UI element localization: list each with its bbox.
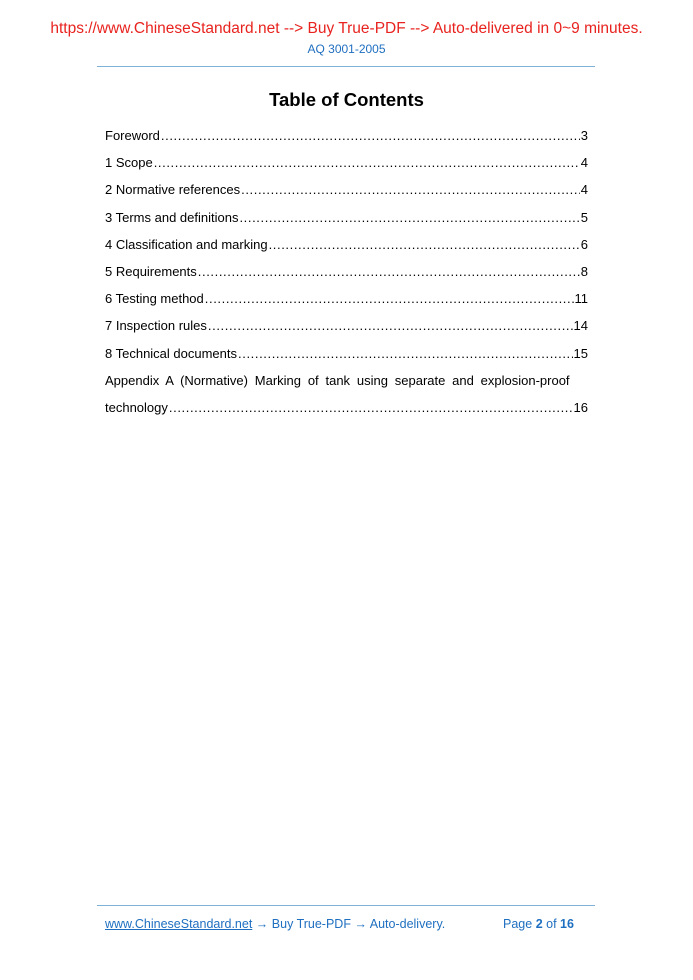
dot-leader [169, 394, 573, 421]
dot-leader [239, 204, 579, 231]
toc-entry-appendix-a-line1[interactable]: Appendix A (Normative) Marking of tank using separate and explosion-proof [105, 372, 570, 388]
footer-divider [97, 905, 595, 906]
toc-entry-normative-references[interactable] [105, 176, 588, 203]
toc-entry-technical-documents[interactable] [105, 340, 588, 367]
footer-promo [105, 917, 445, 931]
toc-entry-foreword[interactable] [105, 122, 588, 149]
toc-entry-page: 14 [573, 318, 588, 334]
toc-entry-appendix-a[interactable] [105, 394, 588, 421]
footer-site-link[interactable]: www.ChineseStandard.net [105, 917, 253, 931]
toc-entry-page: 3 [580, 128, 588, 143]
toc-entry-label: 4 Classification and marking [105, 236, 268, 252]
of-label: of [546, 917, 557, 931]
toc-entry-label: 5 Requirements [105, 263, 197, 279]
arrow-right-icon: → [255, 917, 269, 931]
page-indicator [503, 917, 574, 931]
dot-leader [208, 312, 573, 339]
footer-delivery-text: Auto-delivery. [369, 917, 446, 931]
arrow-right-icon: → [354, 917, 367, 931]
toc-entry-page: 5 [580, 209, 588, 225]
header-divider [97, 66, 595, 67]
toc-entry-page: 4 [580, 155, 588, 171]
toc-entry-page: 16 [573, 399, 588, 415]
toc-entry-page: 4 [580, 182, 588, 198]
toc-entry-terms-and-definitions[interactable] [105, 204, 588, 231]
toc-entry-page: 6 [580, 236, 588, 252]
current-page-number: 2 [535, 917, 543, 931]
toc-entry-label: 7 Inspection rules [105, 318, 207, 334]
toc-entry-label: 8 Technical documents [105, 345, 238, 361]
toc-entry-label: technology [105, 399, 168, 415]
dot-leader [198, 258, 580, 285]
toc-entry-requirements[interactable] [105, 258, 588, 285]
toc-entry-scope[interactable] [105, 149, 588, 176]
toc-entry-inspection-rules[interactable] [105, 312, 588, 339]
table-of-contents [105, 122, 588, 421]
toc-entry-label: 3 Terms and definitions [105, 209, 239, 225]
total-page-number: 16 [560, 917, 574, 931]
dot-leader [161, 122, 580, 149]
toc-entry-classification-and-marking[interactable] [105, 231, 588, 258]
dot-leader [241, 176, 580, 203]
toc-entry-testing-method[interactable] [105, 285, 588, 312]
dot-leader [154, 149, 580, 176]
toc-entry-label: 1 Scope [105, 155, 153, 171]
toc-title: Table of Contents [269, 89, 424, 110]
toc-entry-page: 8 [580, 263, 588, 279]
document-code: AQ 3001-2005 [307, 42, 386, 56]
toc-entry-label: 2 Normative references [105, 182, 241, 198]
toc-entry-page: 15 [573, 345, 588, 361]
dot-leader [205, 285, 574, 312]
promo-banner[interactable]: https://www.ChineseStandard.net --> Buy True-PDF --> Auto-delivered in 0~9 minutes. [50, 20, 643, 37]
dot-leader [269, 231, 580, 258]
dot-leader [238, 340, 573, 367]
toc-entry-page: 11 [574, 291, 588, 307]
page-label: Page [503, 917, 533, 931]
toc-entry-label: Foreword [105, 128, 160, 143]
footer-buy-text: Buy True-PDF [271, 917, 351, 931]
toc-entry-label: 6 Testing method [105, 291, 204, 307]
